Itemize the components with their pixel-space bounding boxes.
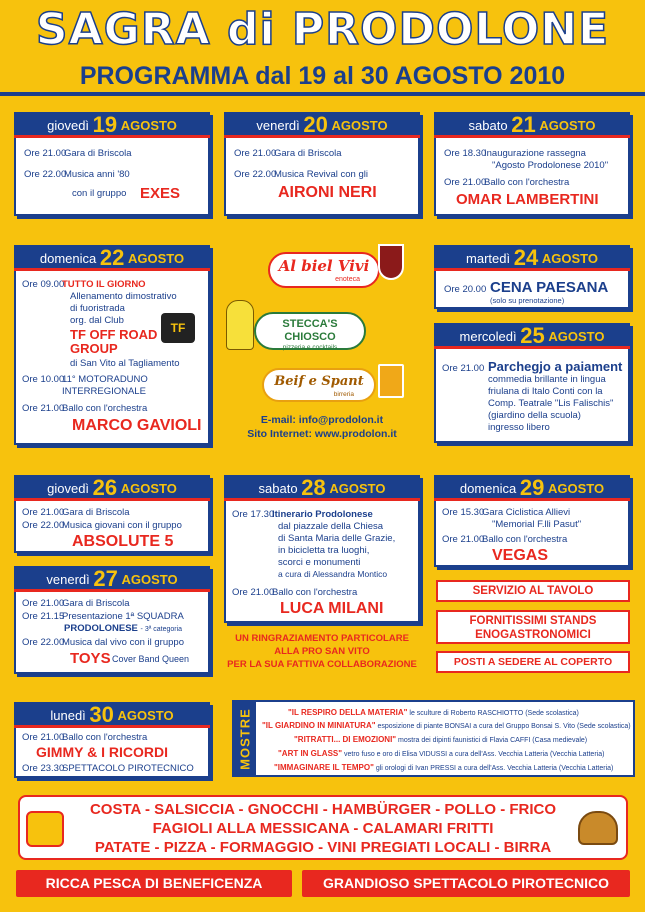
day-card-24 — [434, 245, 630, 309]
event-text: Ballo con l'orchestra — [482, 534, 568, 545]
event-time: Ore 23.30 — [22, 763, 65, 774]
day-number: 19 — [92, 112, 118, 137]
day-card-20 — [224, 112, 420, 216]
event-text: Ballo con l'orchestra — [484, 177, 570, 188]
day-caption — [14, 112, 210, 138]
day-number: 26 — [92, 475, 118, 500]
service-stands-line: FORNITISSIMI STANDS — [469, 615, 597, 627]
day-number: 30 — [89, 702, 114, 727]
day-card-30 — [14, 702, 210, 778]
event-line — [22, 611, 184, 623]
event-text: Gara di Briscola — [64, 148, 132, 159]
title-word: PRODOLONE — [291, 4, 610, 55]
event-time: Ore 21.00 — [442, 363, 485, 374]
weekday: domenica — [39, 251, 97, 266]
event-text: di Santa Maria delle Grazie, — [278, 533, 396, 544]
event-line — [234, 148, 342, 160]
day-number: 24 — [513, 245, 539, 270]
event-line — [444, 148, 586, 160]
header-divider — [0, 92, 645, 96]
performer-name: VEGAS — [492, 547, 549, 564]
title-word: di — [227, 4, 276, 55]
event-time: Ore 15.30 — [442, 507, 485, 518]
exhibition-item — [262, 721, 631, 731]
exhibition-desc: gli orologi di Ivan PRESSI a cura dell'Ass. Vecchia Latteria (Vecchia Latteria) — [373, 765, 614, 772]
event-line — [22, 403, 147, 415]
thanks-line-3: PER LA SUA FATTIVA COLLABORAZIONE — [227, 659, 417, 670]
day-caption — [14, 702, 210, 728]
event-text: a cura di Alessandra Montico — [278, 569, 388, 579]
event-time: Ore 10.00 — [22, 374, 65, 385]
day-card-26 — [14, 475, 210, 553]
day-card-27 — [14, 566, 210, 674]
exhibition-title: "IMMAGINARE IL TEMPO" — [274, 763, 374, 772]
event-time: Ore 21.00 — [442, 534, 485, 545]
service-stands-line: ENOGASTRONOMICI — [475, 629, 591, 641]
weekday: venerdì — [46, 572, 90, 587]
event-text: Gara di Briscola — [62, 598, 130, 609]
event-text: org. dal Club — [70, 315, 124, 326]
event-text: Gara di Briscola — [62, 507, 130, 518]
weekday: sabato — [258, 481, 298, 496]
weekday: domenica — [459, 481, 517, 496]
event-text: dal piazzale della Chiesa — [278, 521, 384, 532]
event-line — [442, 507, 570, 519]
exhibition-item — [288, 708, 579, 718]
day-card-25 — [434, 323, 630, 443]
day-caption — [434, 475, 630, 501]
exhibition-desc: mostra dei dipinti faunistici di Flavia CAFFI (Casa medievale) — [396, 737, 588, 744]
wine-glass-icon — [378, 244, 404, 280]
event-line — [442, 534, 567, 546]
contact-website: Sito Internet: www.prodolon.it — [247, 428, 397, 440]
event-line — [444, 284, 487, 296]
poster-title — [0, 6, 645, 54]
food-menu — [18, 795, 628, 860]
performer-name: GIMMY & I RICORDI — [36, 744, 168, 760]
exhibition-item — [274, 763, 613, 773]
event-title: CENA PAESANA — [490, 279, 609, 296]
sponsor-type: birreria — [333, 391, 354, 398]
event-line — [232, 587, 357, 599]
sponsor-birreria — [262, 368, 376, 402]
event-line — [22, 374, 148, 386]
event-line — [22, 732, 147, 744]
event-time: Ore 21.00 — [232, 587, 275, 598]
exhibition-item — [278, 749, 604, 759]
exhibition-title: "IL GIARDINO IN MINIATURA" — [262, 721, 376, 730]
day-card-28 — [224, 475, 420, 623]
event-text: Gara Ciclistica Allievi — [482, 507, 571, 518]
month: AGOSTO — [548, 481, 605, 496]
fireworks-banner: GRANDIOSO SPETTACOLO PIROTECNICO — [302, 870, 630, 897]
event-text: "Memorial F.lli Pasut" — [492, 519, 582, 530]
event-line — [22, 637, 184, 649]
event-text: (solo su prenotazione) — [490, 296, 565, 305]
team-name: PRODOLONESE — [64, 623, 138, 634]
event-time: Ore 09.00 — [22, 279, 65, 290]
service-table: SERVIZIO AL TAVOLO — [436, 580, 630, 602]
day-number: 25 — [520, 323, 545, 348]
event-text: Allenamento dimostrativo — [70, 291, 177, 302]
day-card-21 — [434, 112, 630, 216]
event-time: Ore 21.00 — [22, 598, 65, 609]
performer-name: MARCO GAVIOLI — [72, 417, 202, 434]
contact-email: E-mail: info@prodolon.it — [260, 414, 384, 426]
event-text: commedia brillante in lingua — [488, 374, 606, 385]
day-number: 21 — [511, 112, 536, 137]
event-text: scorci e monumenti — [278, 557, 361, 568]
day-number: 22 — [99, 245, 125, 270]
event-time: Ore 22.00 — [24, 169, 67, 180]
event-line — [22, 598, 130, 610]
event-text: Musica giovani con il gruppo — [62, 520, 182, 531]
event-time: Ore 21.00 — [444, 177, 487, 188]
month: AGOSTO — [548, 329, 605, 344]
event-text: SPETTACOLO PIROTECNICO — [62, 763, 194, 774]
event-time: Ore 21.00 — [22, 732, 65, 743]
event-text: (giardino della scuola) — [488, 410, 581, 421]
event-line — [22, 279, 146, 291]
event-text: Presentazione 1ª SQUADRA — [62, 611, 184, 622]
day-number: 28 — [301, 475, 326, 500]
month: AGOSTO — [128, 251, 185, 266]
month: AGOSTO — [541, 251, 598, 266]
event-time: Ore 17.30 — [232, 509, 275, 520]
day-caption — [224, 112, 420, 138]
event-time: Ore 21.00 — [24, 148, 67, 159]
sponsor-name: STECCA'S CHIOSCO — [282, 318, 338, 343]
event-text: Inaugurazione rassegna — [484, 148, 586, 159]
event-time: Ore 18.30 — [444, 148, 487, 159]
day-caption — [14, 566, 210, 592]
weekday: sabato — [468, 118, 508, 133]
performer-name: OMAR LAMBERTINI — [456, 191, 599, 208]
performer-name: EXES — [140, 185, 181, 202]
day-caption — [14, 245, 210, 271]
event-line — [22, 507, 130, 519]
weekday: martedì — [466, 251, 511, 266]
event-text: in bicicletta tra luoghi, — [278, 545, 370, 556]
weekday: mercoledì — [459, 329, 517, 344]
performer-name: TOYS — [70, 650, 111, 667]
exhibition-desc: le sculture di Roberto RASCHIOTTO (Sede scolastica) — [407, 710, 579, 717]
event-title: Parchegjo a paiament — [488, 359, 623, 374]
event-time: Ore 22.00 — [234, 169, 277, 180]
month: AGOSTO — [329, 481, 386, 496]
sponsor-type: enoteca — [335, 276, 360, 283]
day-number: 27 — [93, 566, 118, 591]
event-text: Comp. Teatrale "Lis Falischis" — [488, 398, 614, 409]
event-text: Ballo con l'orchestra — [272, 587, 358, 598]
day-caption — [434, 112, 630, 138]
exhibitions-label — [234, 702, 256, 775]
day-caption — [14, 475, 210, 501]
day-caption — [224, 475, 420, 501]
event-time: Ore 22.00 — [22, 637, 65, 648]
day-card-22 — [14, 245, 210, 445]
month: AGOSTO — [539, 118, 596, 133]
day-caption — [434, 245, 630, 271]
thanks-line-2: ALLA PRO SAN VITO — [274, 646, 370, 657]
band-description: Cover Band Queen — [112, 654, 190, 664]
event-line — [22, 763, 194, 775]
thanks-line-1: UN RINGRAZIAMENTO PARTICOLARE — [235, 633, 409, 644]
exhibition-desc: esposizione di piante BONSAI a cura del Gruppo Bonsai S. Vito (Sede scolastica) — [375, 723, 631, 730]
exhibition-title: "ART IN GLASS" — [278, 749, 343, 758]
event-text: 11° MOTORADUNO — [62, 374, 148, 385]
day-card-19 — [14, 112, 210, 216]
weekday: lunedì — [50, 708, 86, 723]
service-seating: POSTI A SEDERE AL COPERTO — [436, 651, 630, 673]
event-line — [24, 148, 132, 160]
event-line — [444, 177, 569, 189]
day-card-29 — [434, 475, 630, 567]
weekday: giovedì — [47, 481, 90, 496]
day-number: 29 — [519, 475, 545, 500]
event-text: Ballo con l'orchestra — [62, 403, 148, 414]
club-name: TF OFF ROAD — [70, 327, 158, 342]
weekday: giovedì — [47, 118, 90, 133]
exhibition-item — [294, 735, 587, 745]
cartoon-character-icon — [226, 300, 254, 350]
title-word: SAGRA — [35, 4, 211, 55]
event-text: Musica Revival con gli — [274, 169, 368, 180]
sponsor-enoteca — [268, 252, 380, 288]
month: AGOSTO — [120, 481, 177, 496]
event-time: Ore 20.00 — [444, 284, 487, 295]
exhibition-title: "IL RESPIRO DELLA MATERIA" — [288, 708, 408, 717]
exhibitions-box — [232, 700, 635, 777]
event-time: Ore 21.15 — [22, 611, 65, 622]
month: AGOSTO — [117, 708, 174, 723]
event-text: "Agosto Prodolonese 2010" — [492, 160, 609, 171]
event-text: friulana di Italo Conti con la — [488, 386, 603, 397]
event-text: ingresso libero — [488, 422, 550, 433]
exhibition-title: "RITRATTI... DI EMOZIONI" — [294, 735, 397, 744]
event-line — [22, 520, 182, 532]
sponsor-name: Beif e Spant — [274, 374, 364, 389]
event-text: TUTTO IL GIORNO — [62, 279, 146, 290]
team-category: - 3ª categoria — [140, 626, 183, 633]
event-text: Ballo con l'orchestra — [62, 732, 148, 743]
service-stands — [436, 610, 630, 644]
food-line: FAGIOLI ALLA MESSICANA - CALAMARI FRITTI — [152, 820, 494, 837]
event-line — [442, 363, 485, 375]
food-line: COSTA - SALSICCIA - GNOCCHI - HAMBÜRGER - POLLO - FRICO — [89, 801, 557, 818]
sponsor-chiosco — [254, 312, 366, 350]
event-time: Ore 21.00 — [22, 403, 65, 414]
event-line — [232, 509, 373, 521]
month: AGOSTO — [331, 118, 388, 133]
month: AGOSTO — [121, 572, 178, 587]
performer-name: ABSOLUTE 5 — [72, 533, 174, 550]
weekday: venerdì — [256, 118, 300, 133]
event-line — [24, 169, 130, 181]
poster-subtitle: PROGRAMMA dal 19 al 30 AGOSTO 2010 — [79, 62, 566, 90]
event-text: con il gruppo — [72, 188, 127, 199]
day-number: 20 — [303, 112, 328, 137]
performer-name: LUCA MILANI — [280, 600, 384, 617]
exhibitions-label-text: MOSTRE — [237, 707, 253, 770]
food-line: PATATE - PIZZA - FORMAGGIO - VINI PREGIATI LOCALI - BIRRA — [94, 839, 552, 856]
event-text: Musica dal vivo con il gruppo — [62, 637, 184, 648]
event-text: di fuoristrada — [70, 303, 125, 314]
month: AGOSTO — [120, 118, 177, 133]
club-logo: TF — [161, 313, 195, 343]
performer-name: AIRONI NERI — [278, 184, 377, 201]
event-time: Ore 22.00 — [22, 520, 65, 531]
event-text: Gara di Briscola — [274, 148, 342, 159]
event-text: di San Vito al Tagliamento — [70, 358, 180, 369]
sponsor-name: Al biel Vivi — [278, 257, 370, 275]
event-text: Musica anni '80 — [64, 169, 130, 180]
club-name: GROUP — [70, 341, 118, 356]
day-caption — [434, 323, 630, 349]
beer-mug-icon — [378, 364, 404, 398]
event-line — [234, 169, 368, 181]
event-time: Ore 21.00 — [22, 507, 65, 518]
sponsor-type: pizzeria e cocktails — [282, 344, 338, 351]
exhibition-desc: vetro fuso e oro di Elisa VIDUSSI a cura dell'Ass. Vecchia Latteria (Vecchia Latteria) — [342, 751, 605, 758]
charity-lottery-banner: RICCA PESCA DI BENEFICENZA — [16, 870, 292, 897]
event-text: INTERREGIONALE — [62, 386, 146, 397]
poster-header — [0, 0, 645, 95]
event-text: Itinerario Prodolonese — [272, 509, 373, 520]
event-time: Ore 21.00 — [234, 148, 277, 159]
